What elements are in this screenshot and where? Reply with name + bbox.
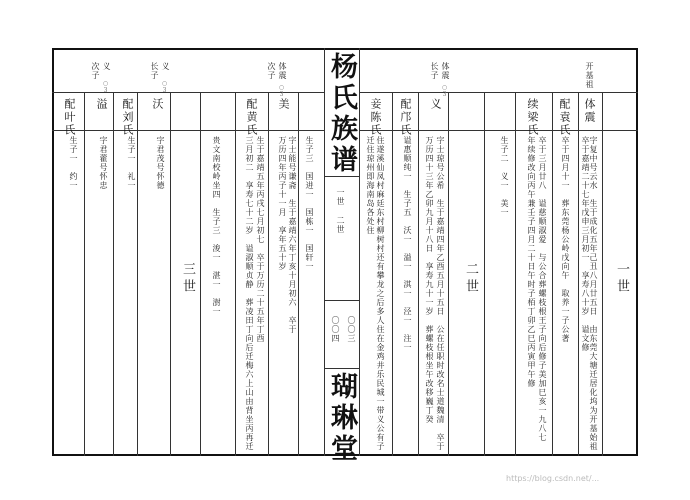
person-name-huang: 配黄氏 xyxy=(245,98,258,137)
generation-label-2: 二世 xyxy=(463,262,478,296)
col-divider xyxy=(200,92,201,456)
col-divider xyxy=(552,92,553,456)
biography-text: 万历四年丙子十一月 享年五十岁 xyxy=(278,136,287,271)
relation-label: 体震 xyxy=(278,62,287,80)
spine-generation: 一世 二世 xyxy=(336,188,345,234)
col-divider xyxy=(137,92,138,456)
biography-text: 贵文南校岭坐四 生子三 浚一 湛一 澍一 xyxy=(212,136,221,316)
col-divider xyxy=(113,92,114,456)
page-number-left: 〇〇四 xyxy=(331,316,340,343)
col-divider xyxy=(484,92,485,456)
person-name-yi: 义 xyxy=(429,98,442,111)
biography-text: 字士能号谦斋 生于嘉靖六年丁亥十月初六 卒于 xyxy=(288,136,297,334)
watermark: https://blog.csdn.net/... xyxy=(506,474,600,483)
col-divider xyxy=(392,92,393,456)
col-divider xyxy=(578,92,579,456)
person-name-chen: 妾陈氏 xyxy=(369,98,382,137)
reference-number: ○3 xyxy=(102,80,109,94)
genealogy-title: 杨氏族谱 xyxy=(326,52,357,176)
relation-label: 次子 xyxy=(91,62,100,80)
col-divider xyxy=(170,92,171,456)
biography-text: 三月初二 享寿七十二岁 谥淑顺贞静 葬凌田丁向后迁梅六上山由背坐丙再迁 xyxy=(245,136,254,451)
person-name-jiliang: 续梁氏 xyxy=(526,98,539,137)
biography-text: 住遂溪仙凤村麻廷东村柳树村还有攀龙之后多人住在金鸡井乐民城一带义公有子 xyxy=(376,136,385,451)
biography-text: 生子一 约一 xyxy=(69,136,78,190)
biography-text: 生子一 礼一 xyxy=(127,136,136,190)
reference-number: ○3 xyxy=(441,84,448,98)
person-name-mei: 美 xyxy=(277,98,290,111)
biography-text: 生子三 国进一 国栋一 国轩一 xyxy=(305,136,314,271)
spine-rule-top xyxy=(324,176,360,177)
biography-text: 生于嘉靖五年丙戌七月初七 卒于万历二十五年丁酉 xyxy=(256,136,265,343)
biography-text: 字复中号云水 生于成化五年己丑八月廿五日 由东莞大塘迁居化坞为开基始祖 xyxy=(589,136,598,451)
col-divider xyxy=(298,92,299,456)
col-divider xyxy=(84,92,85,456)
hall-name: 瑚琳堂 xyxy=(326,372,357,465)
relation-label: 长子 xyxy=(150,62,159,80)
biography-text: 字君茂号怀德 xyxy=(156,136,165,190)
relation-label: 次子 xyxy=(267,62,276,80)
biography-text: 迁住琼州即海南岛各处住 xyxy=(366,136,375,235)
col-divider xyxy=(602,92,603,456)
page-number-right: 〇〇三 xyxy=(347,316,356,343)
relation-label: 义 xyxy=(161,62,170,71)
person-name-yi2: 溢 xyxy=(95,98,108,111)
name-rule-left xyxy=(52,130,324,131)
spine-rule-mid xyxy=(324,300,360,301)
relation-label: 长子 xyxy=(430,62,439,80)
person-name-tizhen: 体震 xyxy=(583,98,596,124)
col-divider xyxy=(418,92,419,456)
biography-text: 字士琼号公希 生于嘉靖四年乙酉五月十五日 公在任职时改名士道魏清 卒于 xyxy=(436,136,445,451)
biography-text: 万历四十三年乙卯九月十八日 享寿九十一岁 葬螺枝根坐午改移巍丁癸 xyxy=(425,136,434,424)
col-divider xyxy=(235,92,236,456)
header-rule-right xyxy=(360,92,638,93)
relation-label: 体震 xyxy=(441,62,450,80)
person-name-deng: 配邝氏 xyxy=(399,98,412,137)
person-name-liu: 配刘氏 xyxy=(121,98,134,137)
biography-text: 年续修改向丙午兼壬子四月二十日午时子栢丁卯乙巳丙寅甲午修 xyxy=(527,136,536,388)
biography-text: 生子二 义一 美一 xyxy=(500,136,509,217)
relation-label: 义 xyxy=(102,62,111,71)
spine-rule-bottom xyxy=(324,368,360,369)
col-divider xyxy=(448,92,449,456)
biography-text: 卒于四月十一 葬东莞杨公岭戊向午 取养一子公著 xyxy=(561,136,570,343)
person-name-yuan: 配袁氏 xyxy=(558,98,571,137)
founder-label: 开基祖 xyxy=(585,62,594,89)
reference-number: ○3 xyxy=(161,80,168,94)
generation-label-1: 一世 xyxy=(614,262,629,296)
biography-text: 卒于三月廿八 谥慈顺淑爱 与公合葬螺枝根王子向后修子美加巳亥一九八七 xyxy=(538,136,547,442)
reference-number: ○3 xyxy=(278,84,285,98)
biography-text: 字君藿号怀忠 xyxy=(99,136,108,190)
biography-text: 谥惠顺纯一 生子五 沃一 溢一 淇一 泾一 注一 xyxy=(403,136,412,352)
col-divider xyxy=(515,92,516,456)
person-name-wo: 沃 xyxy=(151,98,164,111)
generation-label-3: 三世 xyxy=(180,262,195,296)
person-name-ye: 配叶氏 xyxy=(63,98,76,137)
col-divider xyxy=(268,92,269,456)
biography-text: 卒于嘉靖二十七年戊申三月初一 享寿八十岁 谥文修 xyxy=(581,136,590,352)
